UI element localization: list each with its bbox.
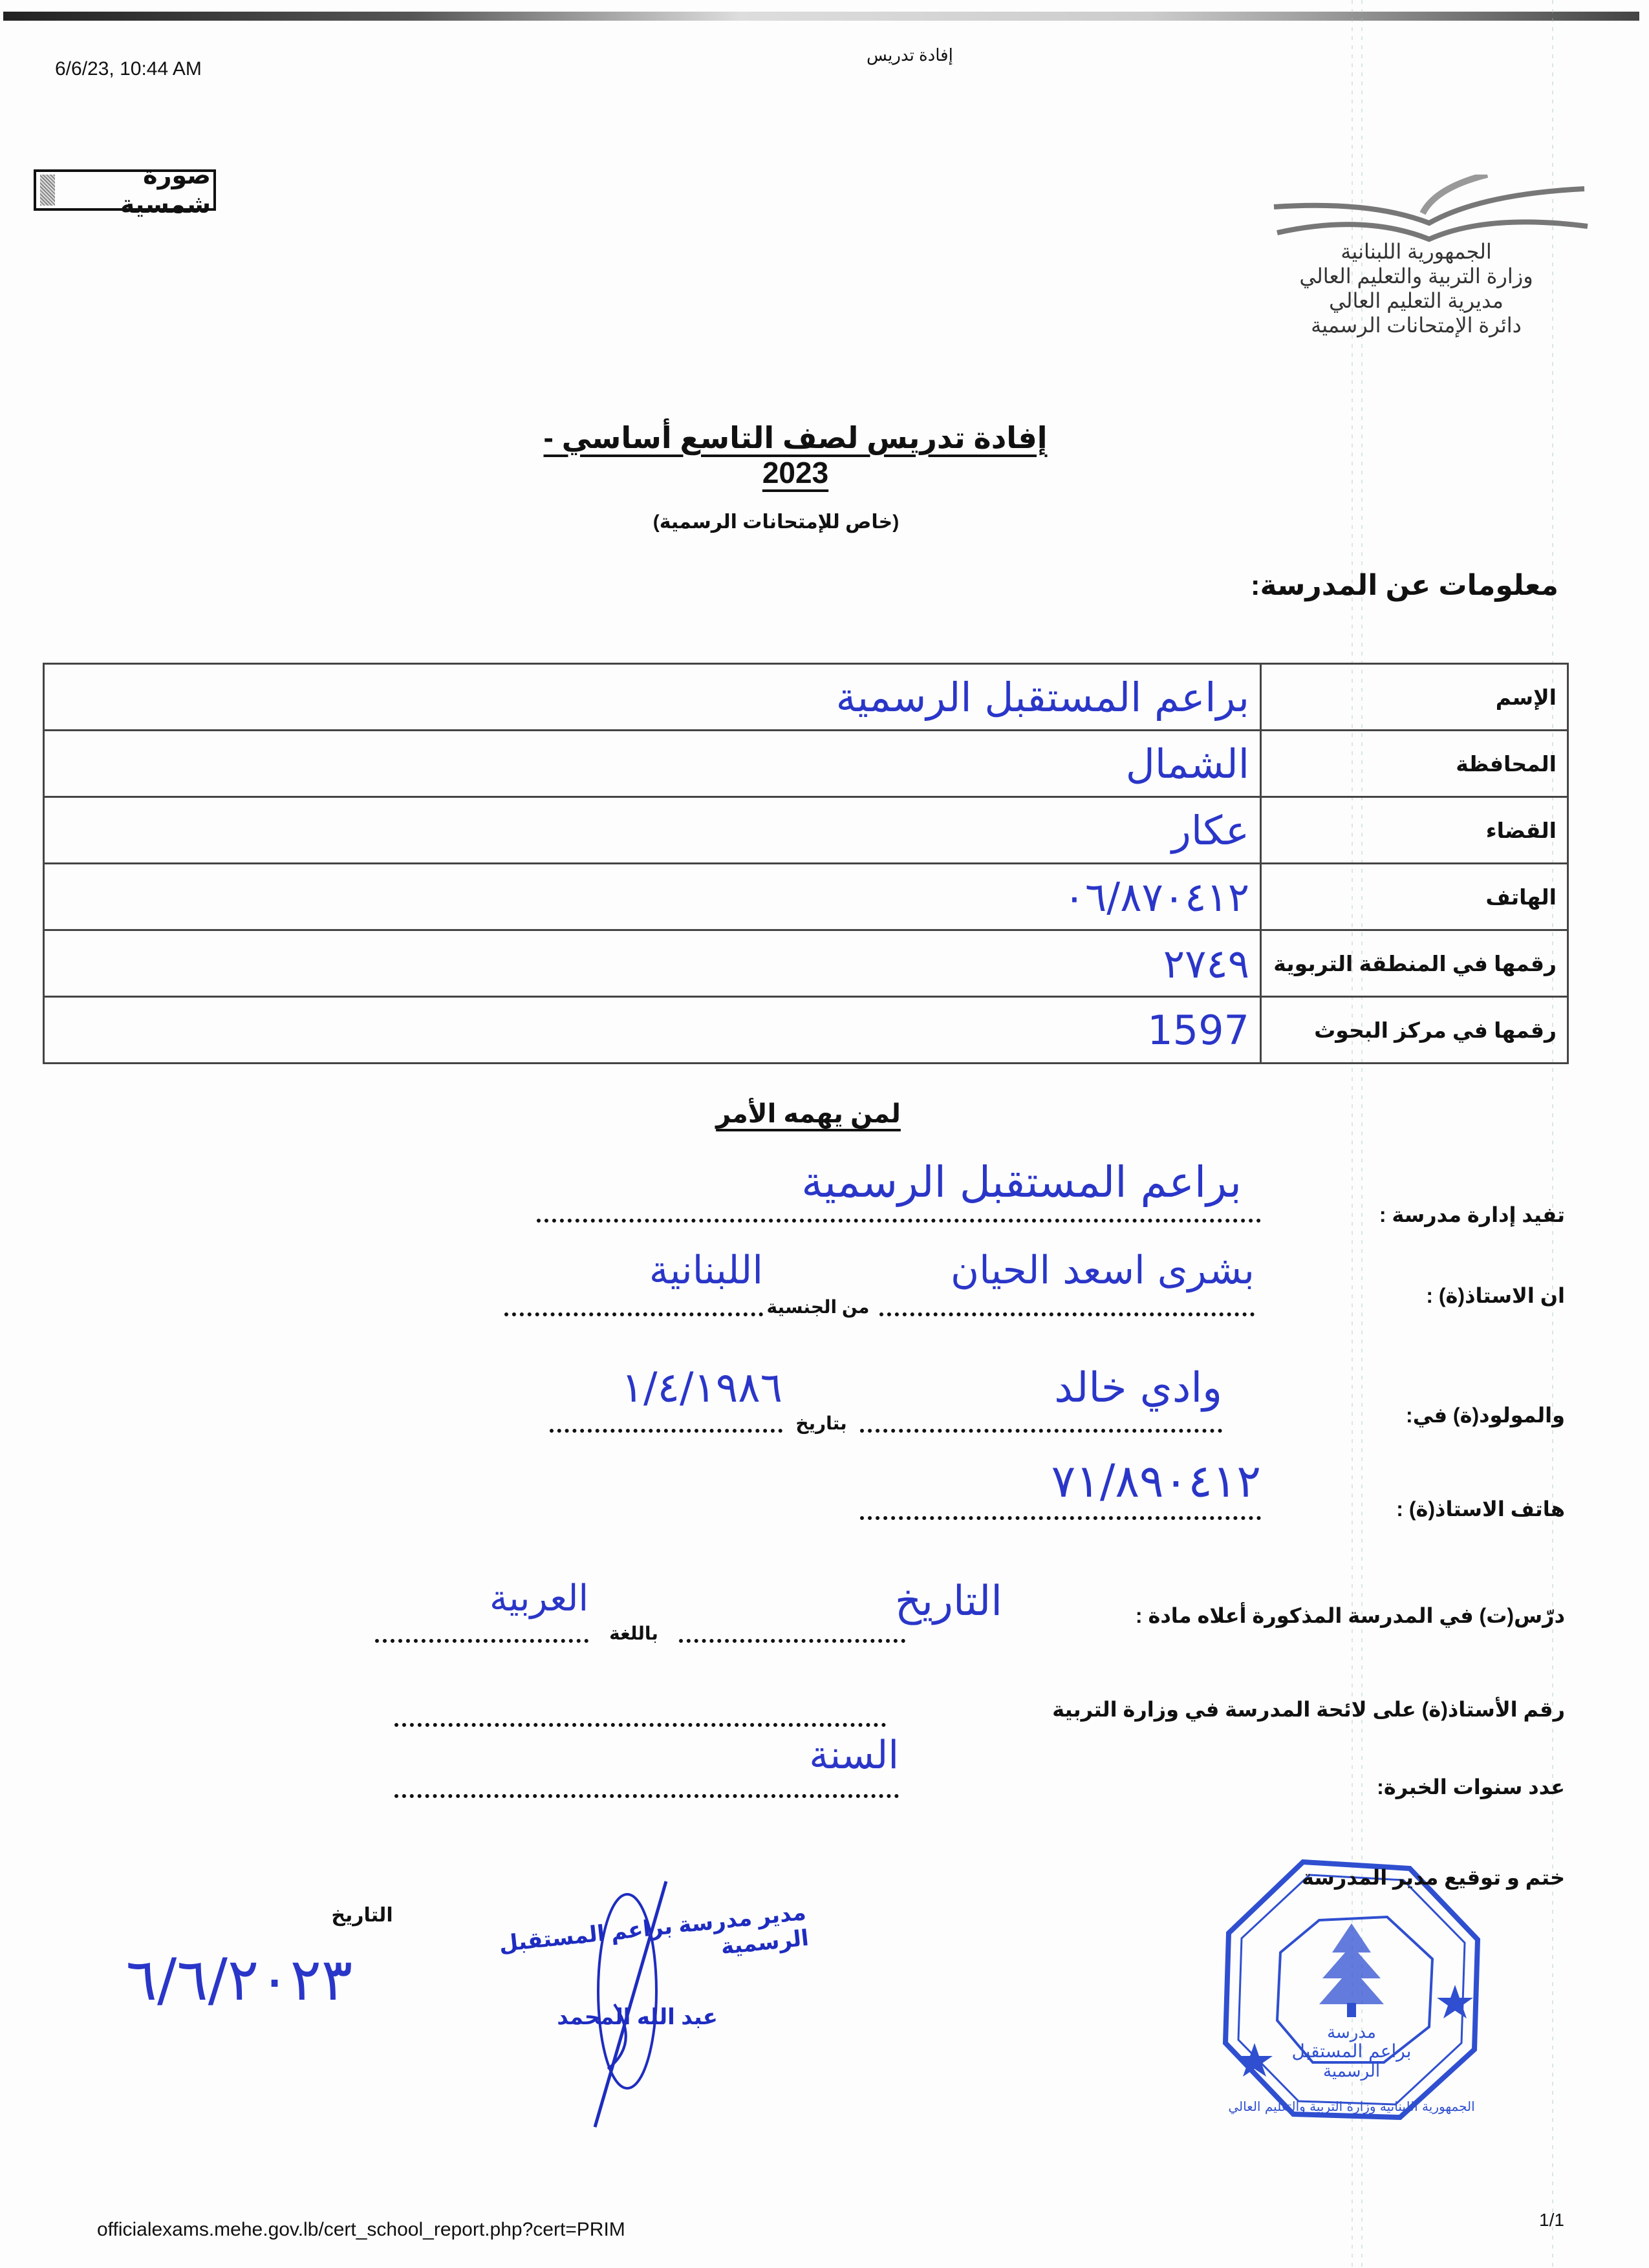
subject-value[interactable]: التاريخ xyxy=(894,1578,1002,1625)
school-info-heading: معلومات عن المدرسة: xyxy=(1250,570,1558,601)
language-value[interactable]: العربية xyxy=(489,1578,588,1620)
birthdate-value[interactable]: ١/٤/١٩٨٦ xyxy=(621,1364,782,1412)
phone-value[interactable]: ٠٦/٨٧٠٤١٢ xyxy=(44,864,1261,930)
birthdate-label: بتاريخ xyxy=(795,1413,847,1433)
governorate-label: المحافظة xyxy=(1261,731,1568,797)
stamp-inner-line: براعم المستقبل xyxy=(1291,2040,1412,2062)
stamp-field-label: ختم و توقيع مدير المدرسة xyxy=(1301,1866,1565,1889)
district-value[interactable]: عكار xyxy=(44,797,1261,864)
photo-placeholder xyxy=(34,162,216,219)
to-whom-heading: لمن يهمه الأمر xyxy=(716,1100,901,1128)
ministry-line: مديرية التعليم العالي xyxy=(1329,289,1503,312)
registry-field-label: رقم الأستاذ(ة) على لائحة المدرسة في وزارة التربية xyxy=(1052,1698,1565,1721)
school-field-label: تفيد إدارة مدرسة : xyxy=(1379,1203,1565,1226)
school-info-table xyxy=(43,663,1569,1064)
birthplace-value[interactable]: وادي خالد xyxy=(1054,1364,1222,1412)
stamp-inner-line: الرسمية xyxy=(1322,2062,1381,2081)
registry-line xyxy=(394,1723,886,1727)
table-row xyxy=(44,930,1568,997)
ministry-line: الجمهورية اللبنانية xyxy=(1341,240,1492,263)
ministry-book-logo-icon xyxy=(1267,175,1604,246)
school-stamp-icon xyxy=(1216,1856,1487,2127)
research-center-number-value[interactable]: 1597 xyxy=(44,997,1261,1064)
signature-date-value[interactable]: ٦/٦/٢٠٢٣ xyxy=(125,1946,353,2014)
experience-line xyxy=(394,1794,899,1798)
school-field-value[interactable]: براعم المستقبل الرسمية xyxy=(801,1157,1242,1207)
nationality-value[interactable]: اللبنانية xyxy=(649,1248,763,1293)
teacher-phone-label: هاتف الاستاذ(ة) : xyxy=(1396,1497,1565,1521)
governorate-value[interactable]: الشمال xyxy=(44,731,1261,797)
teacher-field-line xyxy=(879,1312,1255,1316)
scan-edge-bar xyxy=(3,12,1639,21)
school-field-line xyxy=(537,1219,1261,1223)
table-row xyxy=(44,997,1568,1064)
teacher-field-value[interactable]: بشرى اسعد الحيان xyxy=(951,1248,1255,1293)
teacher-phone-value[interactable]: ٧١/٨٩٠٤١٢ xyxy=(1051,1455,1261,1508)
table-row xyxy=(44,664,1568,731)
page-number: 1/1 xyxy=(1539,2210,1564,2230)
experience-value[interactable]: السنة xyxy=(809,1733,899,1778)
table-row xyxy=(44,731,1568,797)
director-signature-icon xyxy=(563,1875,692,2134)
nationality-line xyxy=(504,1312,763,1316)
document-subtitle: (خاص للإمتحانات الرسمية) xyxy=(652,511,900,533)
birthdate-line xyxy=(550,1429,782,1433)
edu-zone-number-label: رقمها في المنطقة التربوية xyxy=(1261,930,1568,997)
stamp-inner-line: مدرسة xyxy=(1327,2023,1376,2042)
ministry-line: وزارة التربية والتعليم العالي xyxy=(1299,264,1533,288)
scan-artifact xyxy=(1552,0,1553,2268)
image-icon xyxy=(40,175,55,206)
subject-line xyxy=(679,1639,905,1643)
teacher-field-label: ان الاستاذ(ة) : xyxy=(1426,1284,1565,1307)
language-label: باللغة xyxy=(609,1623,658,1643)
teacher-phone-line xyxy=(860,1516,1261,1520)
ministry-header xyxy=(1261,239,1571,337)
nationality-label: من الجنسية xyxy=(766,1297,870,1317)
experience-field-label: عدد سنوات الخبرة: xyxy=(1377,1775,1565,1799)
director-title: مدير مدرسة براعم المستقبل الرسمية xyxy=(497,1899,810,1960)
school-name-value[interactable]: براعم المستقبل الرسمية xyxy=(44,664,1261,731)
director-name: عبد الله المحمد xyxy=(557,2005,718,2029)
district-label: القضاء xyxy=(1261,797,1568,864)
stamp-outer-text: الجمهورية اللبنانية وزارة التربية والتعليم العالي xyxy=(1228,2099,1475,2114)
edu-zone-number-value[interactable]: ٢٧٤٩ xyxy=(44,930,1261,997)
research-center-number-label: رقمها في مركز البحوث xyxy=(1261,997,1568,1064)
table-row xyxy=(44,864,1568,930)
browser-page-title: إفادة تدريس xyxy=(867,45,953,65)
photo-label: صورة شمسية xyxy=(120,162,211,219)
birthplace-field-label: والمولود(ة) في: xyxy=(1406,1404,1565,1427)
signature-date-label: التاريخ xyxy=(331,1905,393,1926)
birthplace-line xyxy=(860,1429,1222,1433)
printed-datetime: 6/6/23, 10:44 AM xyxy=(55,58,202,80)
ministry-line: دائرة الإمتحانات الرسمية xyxy=(1311,314,1522,337)
phone-label: الهاتف xyxy=(1261,864,1568,930)
footer-url: officialexams.mehe.gov.lb/cert_school_report.php?cert=PRIM xyxy=(97,2219,625,2240)
document-title: إفادة تدريس لصف التاسع أساسي - 2023 xyxy=(543,421,1048,489)
language-line xyxy=(375,1639,588,1643)
table-row xyxy=(44,797,1568,864)
subject-field-label: درّس(ت) في المدرسة المذكورة أعلاه مادة : xyxy=(1135,1604,1565,1627)
school-name-label: الإسم xyxy=(1261,664,1568,731)
